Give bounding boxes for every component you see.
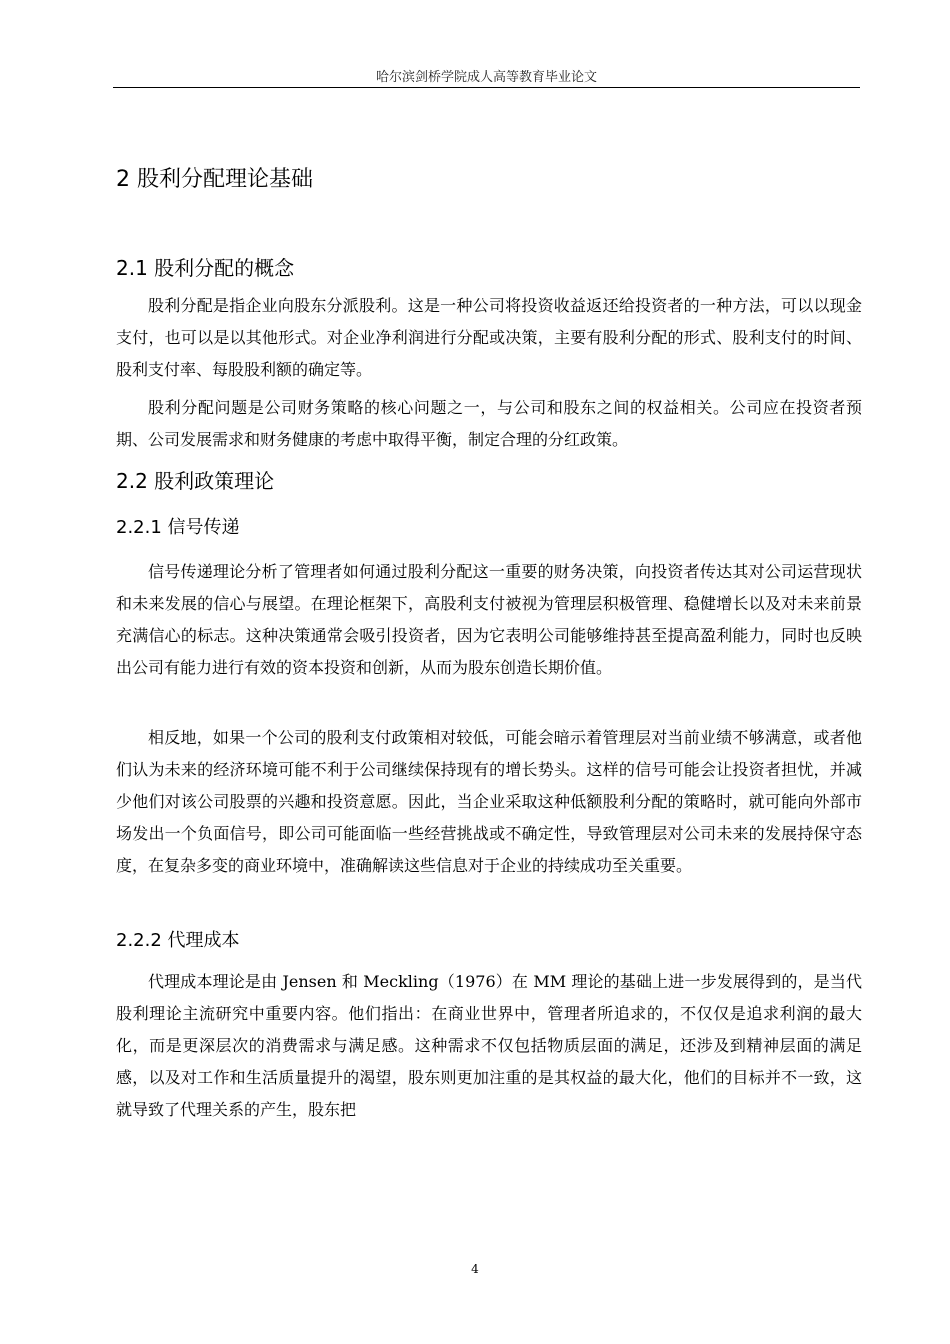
paragraph: 信号传递理论分析了管理者如何通过股利分配这一重要的财务决策，向投资者传达其对公司运营现状和未来发展的信心与展望。在理论框架下，高股利支付被视为管理层积极管理、稳健增长以及对未来前景充满信心的标志。这种决策通常会吸引投资者，因为它表明公司能够维持甚至提高盈利能力，同时也反映出公司有能力进行有效的资本投资和创新，从而为股东创造长期价值。 (116, 562, 862, 677)
section-heading-2-2: 2.2 股利政策理论 (116, 469, 275, 493)
subsection-heading-2-2-1: 2.2.1 信号传递 (116, 517, 240, 538)
paragraph: 股利分配问题是公司财务策略的核心问题之一，与公司和股东之间的权益相关。公司应在投资者预期、公司发展需求和财务健康的考虑中取得平衡，制定合理的分红政策。 (116, 398, 862, 449)
paragraph: 代理成本理论是由 Jensen 和 Meckling（1976）在 MM 理论的基础上进一步发展得到的，是当代股利理论主流研究中重要内容。他们指出：在商业世界中，管理者所追求的，不仅仅是追求利润的最大化，而是更深层次的消费需求与满足感。这种需求不仅包括物质层面的满足，还涉及到精神层面的满足感，以及对工作和生活质量提升的渴望，股东则更加注重的是其权益的最大化，他们的目标并不一致，这就导致了代理关系的产生，股东把 (116, 972, 862, 1119)
paragraph: 股利分配是指企业向股东分派股利。这是一种公司将投资收益返还给投资者的一种方法，可以以现金支付，也可以是以其他形式。对企业净利润进行分配或决策，主要有股利分配的形式、股利支付的时间、股利支付率、每股股利额的确定等。 (116, 296, 862, 379)
section-heading-2-1: 2.1 股利分配的概念 (116, 256, 295, 280)
paragraph: 相反地，如果一个公司的股利支付政策相对较低，可能会暗示着管理层对当前业绩不够满意，或者他们认为未来的经济环境可能不利于公司继续保持现有的增长势头。这样的信号可能会让投资者担忧，并减少他们对该公司股票的兴趣和投资意愿。因此，当企业采取这种低额股利分配的策略时，就可能向外部市场发出一个负面信号，即公司可能面临一些经营挑战或不确定性，导致管理层对公司未来的发展持保守态度，在复杂多变的商业环境中，准确解读这些信息对于企业的持续成功至关重要。 (116, 728, 862, 875)
header-divider (113, 87, 860, 88)
subsection-heading-2-2-2: 2.2.2 代理成本 (116, 930, 240, 951)
chapter-title: 2 股利分配理论基础 (116, 167, 313, 192)
page-number: 4 (471, 1262, 479, 1276)
page-header: 哈尔滨剑桥学院成人高等教育毕业论文 (375, 70, 597, 85)
